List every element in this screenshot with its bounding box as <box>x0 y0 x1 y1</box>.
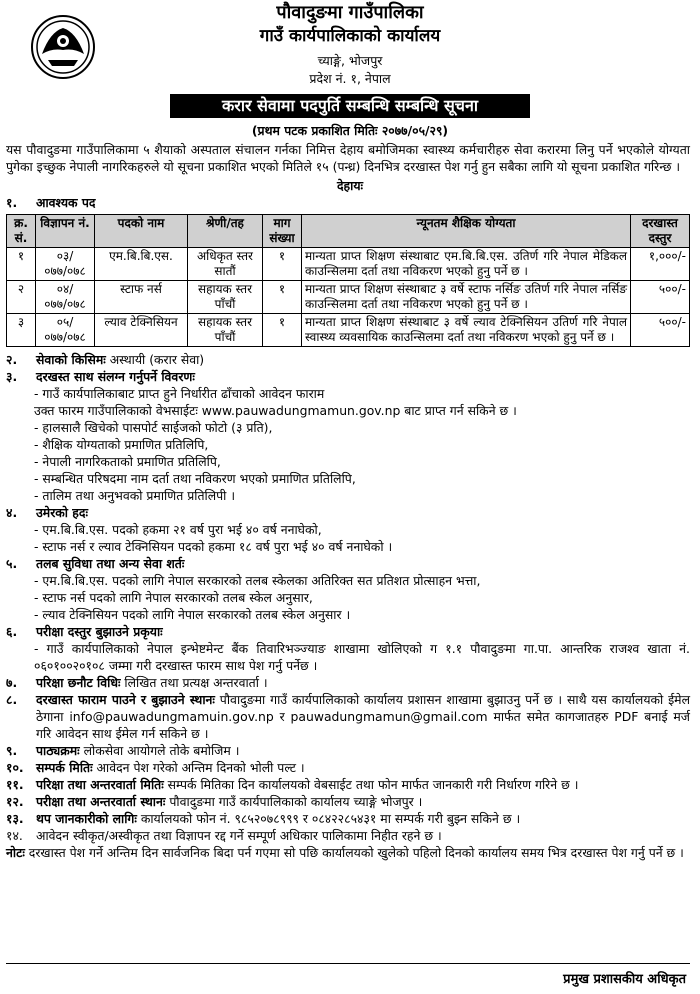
section-number: १२. <box>6 794 24 809</box>
list-item: उक्त फारम गाउँपालिकाको वेभसाईटः www.pauwadungmamun.gov.np बाट प्राप्त गर्न सकिने छ । <box>34 403 517 418</box>
table-cell: ०५/ ०७७/०७८ <box>36 314 95 347</box>
notice-title: करार सेवामा पदपुर्ति सम्बन्धि सम्बन्धि सूचना <box>170 94 530 118</box>
col-header: क्र. सं. <box>7 215 36 248</box>
list-item: - तालिम तथा अनुभवको प्रमाणित प्रतिलिपी । <box>34 488 236 503</box>
section-text: आवेदन पेश गरेको अन्तिम दिनको भोली पल्ट । <box>92 760 305 775</box>
divider <box>6 963 690 964</box>
section-11 <box>0 776 700 793</box>
province: प्रदेश नं. १, नेपाल <box>309 71 391 86</box>
table-cell: ०३/ ०७७/०७८ <box>36 248 95 281</box>
table-header-row <box>7 215 690 248</box>
col-header: माग संख्या <box>263 215 302 248</box>
list-item: - एम.बि.बि.एस. पदको लागि नेपाल सरकारको तलब स्केलका अतिरिक्त सत प्रतिशत प्रोत्साहन भत्ता, <box>34 573 481 588</box>
section-title: दरखस्त साथ संलग्न गर्नुपर्ने विवरणः <box>36 369 195 384</box>
section-text: आवेदन स्वीकृत/अस्वीकृत तथा विज्ञापन रद्द गर्ने सम्पूर्ण अधिकार पालिकामा निहीत रहने छ । <box>36 828 442 843</box>
section-text: कार्यालयको फोन नं. ९८५२०७८९९९ र ०८४२२८५४३१ मा सम्पर्क गरी बुझ्न सकिने छ । <box>136 811 521 826</box>
col-header: श्रेणी/तह <box>188 215 263 248</box>
note-title: नोटः <box>6 845 25 860</box>
section-4 <box>0 504 700 521</box>
section-title: सेवाको किसिमः <box>36 352 106 367</box>
section-12 <box>0 793 700 810</box>
list-item: - गाउँ कार्यपालिकाबाट प्राप्त हुने निर्धारीत ढाँचाको आवेदन फाराम <box>34 386 325 401</box>
section-title: दरखास्त फाराम पाउने र बुझाउने स्थानः <box>36 692 215 707</box>
municipality-name: पौवादुङमा गाउँपालिका <box>276 2 424 23</box>
section-6 <box>0 623 700 640</box>
section-number: ३. <box>6 369 18 384</box>
signature-title: प्रमुख प्रशासकीय अधिकृत <box>563 972 686 987</box>
table-cell: अधिकृत स्तर सातौं <box>188 248 263 281</box>
table-row <box>7 281 690 314</box>
section-text: अस्थायी (करार सेवा) <box>105 352 205 367</box>
section-text: सम्पर्क मितिका दिन कार्यालयको वेबसाईट तथा फोन मार्फत जानकारी गरी निर्धारण गरिने छ । <box>163 777 579 792</box>
dehay-label: देहायः <box>336 178 364 193</box>
table-cell: मान्यता प्राप्त शिक्षण संस्थाबाट एम.बि.बि.एस. उतिर्ण गरि नेपाल मेडिकल काउन्सिलमा दर्ता तथा नविकरण भएको हुनु पर्ने छ । <box>302 248 631 281</box>
section-title: सम्पर्क मितिः <box>36 760 93 775</box>
section-14 <box>0 827 700 844</box>
section-text: पौवादुङमा गाउँ कार्यपालिकाको कार्यालय प्रशासन शाखामा बुझाउनु पर्ने छ । साथै यस कार्यालयको ईमेल ठेगाना info@pauwadungmamuin.gov.np र pauwadungmamun@gmail.com मार्फत समेत कागजातहरु PDF बनाई मर्ज गरि आवेदन साथ ईमेल गर्न सकिने छ । <box>36 692 690 741</box>
table-cell: १,०००/- <box>631 248 690 281</box>
letterhead <box>0 0 700 92</box>
section-number: २. <box>6 352 18 367</box>
col-header: विज्ञापन नं. <box>36 215 95 248</box>
list-item: - हालसालै खिचेको पासपोर्ट साईजको फोटो (३ प्रति), <box>34 420 273 435</box>
section-title: परीक्षा तथा अन्तरवार्ता स्थानः <box>36 794 166 809</box>
table-cell: स्टाफ नर्स <box>95 281 188 314</box>
list-item: - शैक्षिक योग्यताको प्रमाणित प्रतिलिपि, <box>34 437 209 452</box>
intro-paragraph: यस पौवादुङमा गाउँपालिकामा ५ शैयाको अस्पताल संचालन गर्नका निमित्त देहाय बमोजिमका स्वास्थ्य कर्मचारीहरु सेवा करारमा लिनु पर्ने भएकोले योग्यता पुगेका इच्छुक नेपाली नागरिकहरुले यो सूचना प्रकाशित भएको मितिले १५ (पन्ध्र) दिनभित्र दरखास्त पेश गर्नु हुन सबैका लागि यो सूचना प्रकाशित गरिन्छ । <box>6 142 690 174</box>
section-title: तलब सुविधा तथा अन्य सेवा शर्तः <box>36 556 185 571</box>
section-number: ६. <box>6 624 18 639</box>
section-9 <box>0 742 700 759</box>
section-number: ७. <box>6 675 18 690</box>
section-number: १. <box>6 195 18 210</box>
table-cell: मान्यता प्राप्त शिक्षण संस्थाबाट ३ वर्षे स्टाफ नर्सिङ उतिर्ण गरि नेपाल नर्सिङ काउन्सिलमा दर्ता तथा नविकरण भएको हुनु पर्ने छ । <box>302 281 631 314</box>
section-text: लिखित तथा प्रत्यक्ष अन्तरवार्ता । <box>120 675 268 690</box>
table-cell: ५००/- <box>631 281 690 314</box>
col-header: पदको नाम <box>95 215 188 248</box>
table-cell: १ <box>263 314 302 347</box>
section-text: लोकसेवा आयोगले तोके बमोजिम । <box>79 743 240 758</box>
section-2 <box>0 351 700 368</box>
list-item: - ल्याव टेक्निसियन पदको लागि नेपाल सरकारको तलब स्केल अनुसार । <box>34 607 351 622</box>
section-1 <box>0 194 700 211</box>
section-7 <box>0 674 700 691</box>
section-number: ४. <box>6 505 18 520</box>
section-10 <box>0 759 700 776</box>
list-item: - नेपाली नागरिकताको प्रमाणित प्रतिलिपि, <box>34 454 221 469</box>
table-cell: मान्यता प्राप्त शिक्षण संस्थाबाट ३ वर्षे ल्याव टेक्निसियन उतिर्ण गरि नेपाल स्वास्थ्य व्यवसायिक काउन्सिलमा दर्ता तथा नविकरण भएको हुनु पर्ने छ । <box>302 314 631 347</box>
section-title: परिक्षा छनौट विधिः <box>36 675 121 690</box>
note-text: दरखास्त पेश गर्ने अन्तिम दिन सार्वजनिक बिदा पर्न गएमा सो पछि कार्यालयको खुलेको पहिलो दिनको कार्यालय समय भित्र दरखास्त पेश गर्नु पर्ने छ । <box>24 845 684 860</box>
section-number: ८. <box>6 692 18 707</box>
section-text: पौवादुङमा गाउँ कार्यपालिकाको कार्यालय च्याङ्गे भोजपुर । <box>165 794 423 809</box>
col-header: न्यूनतम शैक्षिक योग्यता <box>302 215 631 248</box>
section-number: १४. <box>6 828 23 843</box>
list-item: - एम.बि.बि.एस. पदको हकमा २१ वर्ष पुरा भई ४० वर्ष ननाघेको, <box>34 522 322 537</box>
section-title: थप जानकारीको लागिः <box>36 811 137 826</box>
table-cell: ५००/- <box>631 314 690 347</box>
section-8 <box>0 691 700 742</box>
table-cell: २ <box>7 281 36 314</box>
list-item: - स्टाफ नर्स र ल्याव टेक्निसियन पदको हकमा १८ वर्ष पुरा भई ४० वर्ष ननाघेको । <box>34 539 393 554</box>
table-cell: सहायक स्तर पाँचौं <box>188 314 263 347</box>
col-header: दरखास्त दस्तुर <box>631 215 690 248</box>
table-cell: ३ <box>7 314 36 347</box>
section-title: पाठ्यक्रमः <box>36 743 80 758</box>
section-title: उमेरको हदः <box>36 505 88 520</box>
table-cell: सहायक स्तर पाँचौं <box>188 281 263 314</box>
table-row <box>7 314 690 347</box>
table-cell: ०४/ ०७७/०७८ <box>36 281 95 314</box>
office-location: च्याङ्गे, भोजपुर <box>317 53 383 68</box>
note <box>0 844 700 861</box>
publish-date: (प्रथम पटक प्रकाशित मितिः २०७७/०५/२९) <box>251 123 449 138</box>
office-name: गाउँ कार्यपालिकाको कार्यालय <box>259 26 441 46</box>
table-cell: १ <box>263 281 302 314</box>
section-number: ५. <box>6 556 18 571</box>
section-3 <box>0 368 700 385</box>
section-title: आवश्यक पद <box>36 195 96 210</box>
table-cell: १ <box>7 248 36 281</box>
table-cell: १ <box>263 248 302 281</box>
positions-table <box>6 214 690 347</box>
list-item: - गाउँ कार्यपालिकाको नेपाल इन्भेष्टमेन्ट बैंक तिवारिभञ्ज्याङ शाखामा खोलिएको ग १.१ पौवादुङमा गा.पा. आन्तरिक राजश्व खाता नं. ०६०१००२०१०८ जम्मा गरी दरखास्त फारम साथ पेश गर्नु पर्नेछ । <box>34 641 690 673</box>
table-cell: ल्याव टेक्निसियन <box>95 314 188 347</box>
list-item: - सम्बन्धित परिषदमा नाम दर्ता तथा नविकरण भएको प्रमाणित प्रतिलिपि, <box>34 471 356 486</box>
section-title: परीक्षा दस्तुर बुझाउने प्रकृयाः <box>36 624 163 639</box>
table-cell: एम.बि.बि.एस. <box>95 248 188 281</box>
section-number: ११. <box>6 777 24 792</box>
section-number: ९. <box>6 743 18 758</box>
section-13 <box>0 810 700 827</box>
section-title: परिक्षा तथा अन्तरवार्ता मितिः <box>36 777 164 792</box>
section-number: १३. <box>6 811 24 826</box>
list-item: - स्टाफ नर्स पदको लागि नेपाल सरकारको तलब स्केल अनुसार, <box>34 590 313 605</box>
section-number: १०. <box>6 760 24 775</box>
table-row <box>7 248 690 281</box>
section-5 <box>0 555 700 572</box>
